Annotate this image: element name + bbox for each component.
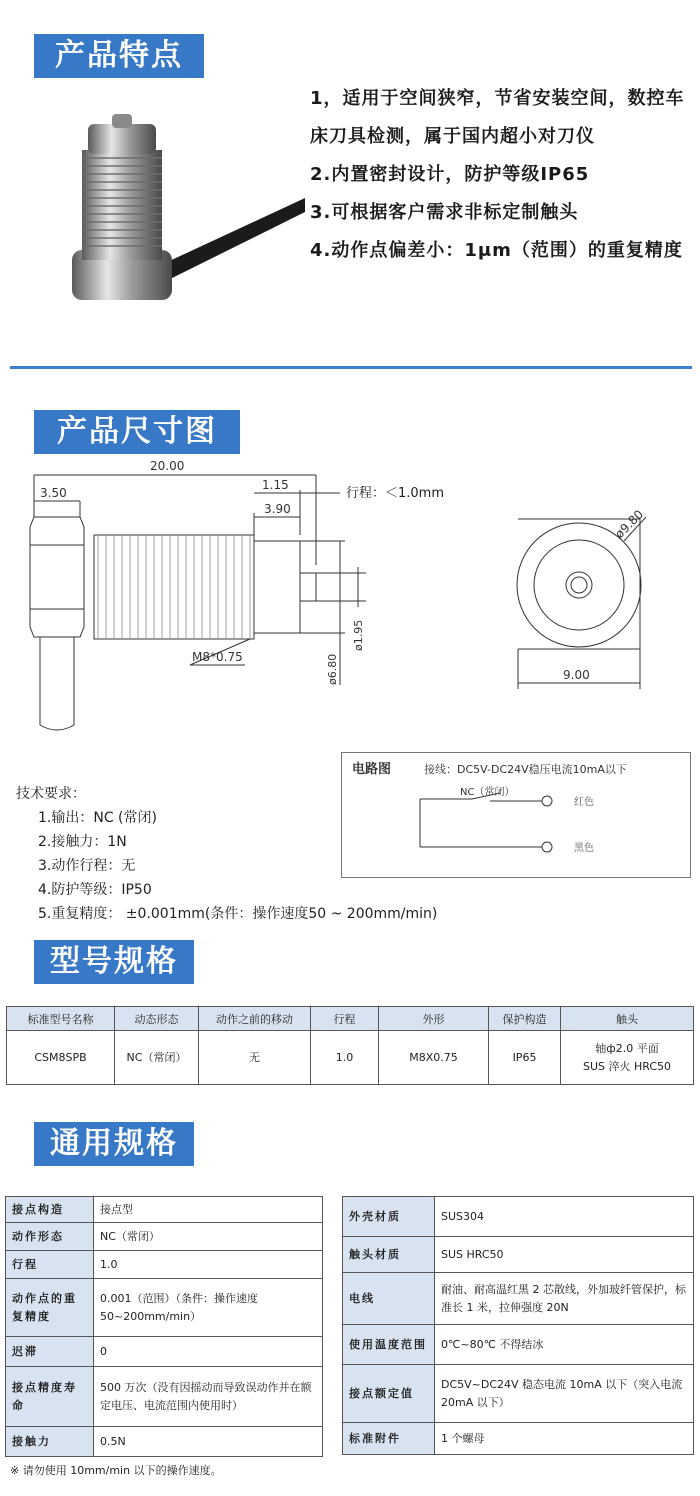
tech-item: 5.重复精度： ±0.001mm(条件：操作速度50 ~ 200mm/min) (38, 906, 438, 922)
table-header: 标准型号名称 (7, 1007, 115, 1031)
stroke-label: 行程：＜1.0mm (346, 486, 445, 501)
circuit-diagram (341, 752, 691, 878)
tech-title: 技术要求： (16, 786, 86, 802)
table-row (6, 1337, 323, 1367)
table-cell: IP65 (489, 1031, 561, 1085)
spec-key: 行程 (6, 1251, 94, 1279)
product-photo (60, 110, 310, 330)
tech-item: 1.输出：NC (常闭) (38, 810, 157, 826)
feature-item: 4.动作点偏差小：1μm（范围）的重复精度 (310, 240, 683, 261)
table-header: 行程 (311, 1007, 379, 1031)
dim-tip-length: 3.90 (264, 502, 291, 516)
wire-red-label: 红色 (574, 797, 594, 808)
spec-value: 1.0 (94, 1251, 323, 1279)
table-row (343, 1237, 694, 1273)
table-row (6, 1367, 323, 1427)
tech-item: 3.动作行程：无 (38, 858, 136, 874)
spec-value: SUS HRC50 (435, 1237, 694, 1273)
table-row (6, 1427, 323, 1457)
tech-item: 2.接触力：1N (38, 834, 127, 850)
footnote: ※ 请勿使用 10mm/min 以下的操作速度。 (10, 1464, 222, 1477)
spec-value: 500 万次（没有因摇动而导致误动作并在额定电压、电流范围内使用时） (94, 1367, 323, 1427)
spec-key: 外壳材质 (343, 1197, 435, 1237)
table-cell: 无 (199, 1031, 311, 1085)
wire-black-label: 黑色 (574, 843, 594, 854)
table-row (343, 1197, 694, 1237)
feature-list (310, 80, 695, 270)
table-row (343, 1273, 694, 1325)
table-cell: M8X0.75 (379, 1031, 489, 1085)
spec-key: 接点构造 (6, 1197, 94, 1223)
section-title-dimensions: 产品尺寸图 (34, 410, 240, 454)
spec-key: 动作点的重复精度 (6, 1279, 94, 1337)
table-header: 动作之前的移动 (199, 1007, 311, 1031)
spec-value: 0.5N (94, 1427, 323, 1457)
table-row (6, 1251, 323, 1279)
table-header-row (7, 1007, 694, 1031)
spec-key: 接点额定值 (343, 1365, 435, 1423)
spec-table-left (5, 1196, 323, 1457)
table-row (7, 1031, 694, 1085)
table-header: 保护构造 (489, 1007, 561, 1031)
model-table (6, 1006, 694, 1085)
table-cell: NC（常闭） (115, 1031, 199, 1085)
dim-tip-dia: ø1.95 (352, 619, 365, 651)
table-row (343, 1365, 694, 1423)
table-cell: 1.0 (311, 1031, 379, 1085)
spec-value: 接点型 (94, 1197, 323, 1223)
dim-hex-length: 3.50 (40, 486, 67, 500)
tech-item: 4.防护等级：IP50 (38, 882, 152, 898)
table-header: 触头 (561, 1007, 694, 1031)
spec-key: 电线 (343, 1273, 435, 1325)
table-row (6, 1279, 323, 1337)
contact-line: 轴ф2.0 平面 (595, 1041, 659, 1055)
section-divider (10, 366, 692, 369)
dimension-drawing (0, 455, 700, 755)
table-row (343, 1423, 694, 1455)
table-header: 动态形态 (115, 1007, 199, 1031)
table-header: 外形 (379, 1007, 489, 1031)
table-row (6, 1197, 323, 1223)
spec-key: 接触力 (6, 1427, 94, 1457)
section-title-features: 产品特点 (34, 34, 204, 78)
section-title-general: 通用规格 (34, 1122, 194, 1166)
table-row (6, 1223, 323, 1251)
spec-value: NC（常闭） (94, 1223, 323, 1251)
spec-key: 标准附件 (343, 1423, 435, 1455)
spec-key: 接点精度寿命 (6, 1367, 94, 1427)
spec-value: 1 个螺母 (435, 1423, 694, 1455)
spec-value: 0.001（范围）（条件：操作速度50~200mm/min） (94, 1279, 323, 1337)
dim-total-length: 20.00 (150, 459, 185, 473)
spec-value: DC5V~DC24V 稳态电流 10mA 以下（突入电流 20mA 以下） (435, 1365, 694, 1423)
table-row (343, 1325, 694, 1365)
dim-hex-width: 9.00 (563, 668, 590, 682)
dim-outer-dia: ø9.80 (612, 507, 647, 542)
nc-label: NC（常闭） (460, 787, 515, 798)
feature-item: 3.可根据客户需求非标定制触头 (310, 202, 579, 223)
spec-key: 迟滞 (6, 1337, 94, 1367)
circuit-wiring: 接线：DC5V-DC24V稳压电流10mA以下 (424, 763, 627, 776)
feature-item: 1，适用于空间狭窄，节省安装空间，数控车床刀具检测，属于国内超小对刀仪 (310, 88, 685, 147)
table-cell-contact (561, 1031, 694, 1085)
spec-value: SUS304 (435, 1197, 694, 1237)
spec-key: 触头材质 (343, 1237, 435, 1273)
dim-stroke-gap: 1.15 (262, 478, 289, 492)
feature-item: 2.内置密封设计，防护等级IP65 (310, 164, 590, 185)
table-cell: CSM8SPB (7, 1031, 115, 1085)
spec-table-right (342, 1196, 694, 1455)
thread-label: M8*0.75 (192, 650, 243, 664)
spec-key: 动作形态 (6, 1223, 94, 1251)
spec-value: 0℃~80℃ 不得结冰 (435, 1325, 694, 1365)
spec-value: 耐油、耐高温红黑 2 芯散线，外加玻纤管保护，标准长 1 米，拉伸强度 20N (435, 1273, 694, 1325)
section-title-model: 型号规格 (34, 940, 194, 984)
spec-value: 0 (94, 1337, 323, 1367)
spec-key: 使用温度范围 (343, 1325, 435, 1365)
circuit-title: 电路图 (352, 762, 392, 777)
contact-line: SUS 淬火 HRC50 (582, 1059, 672, 1073)
dim-body-dia: ø6.80 (326, 653, 339, 685)
